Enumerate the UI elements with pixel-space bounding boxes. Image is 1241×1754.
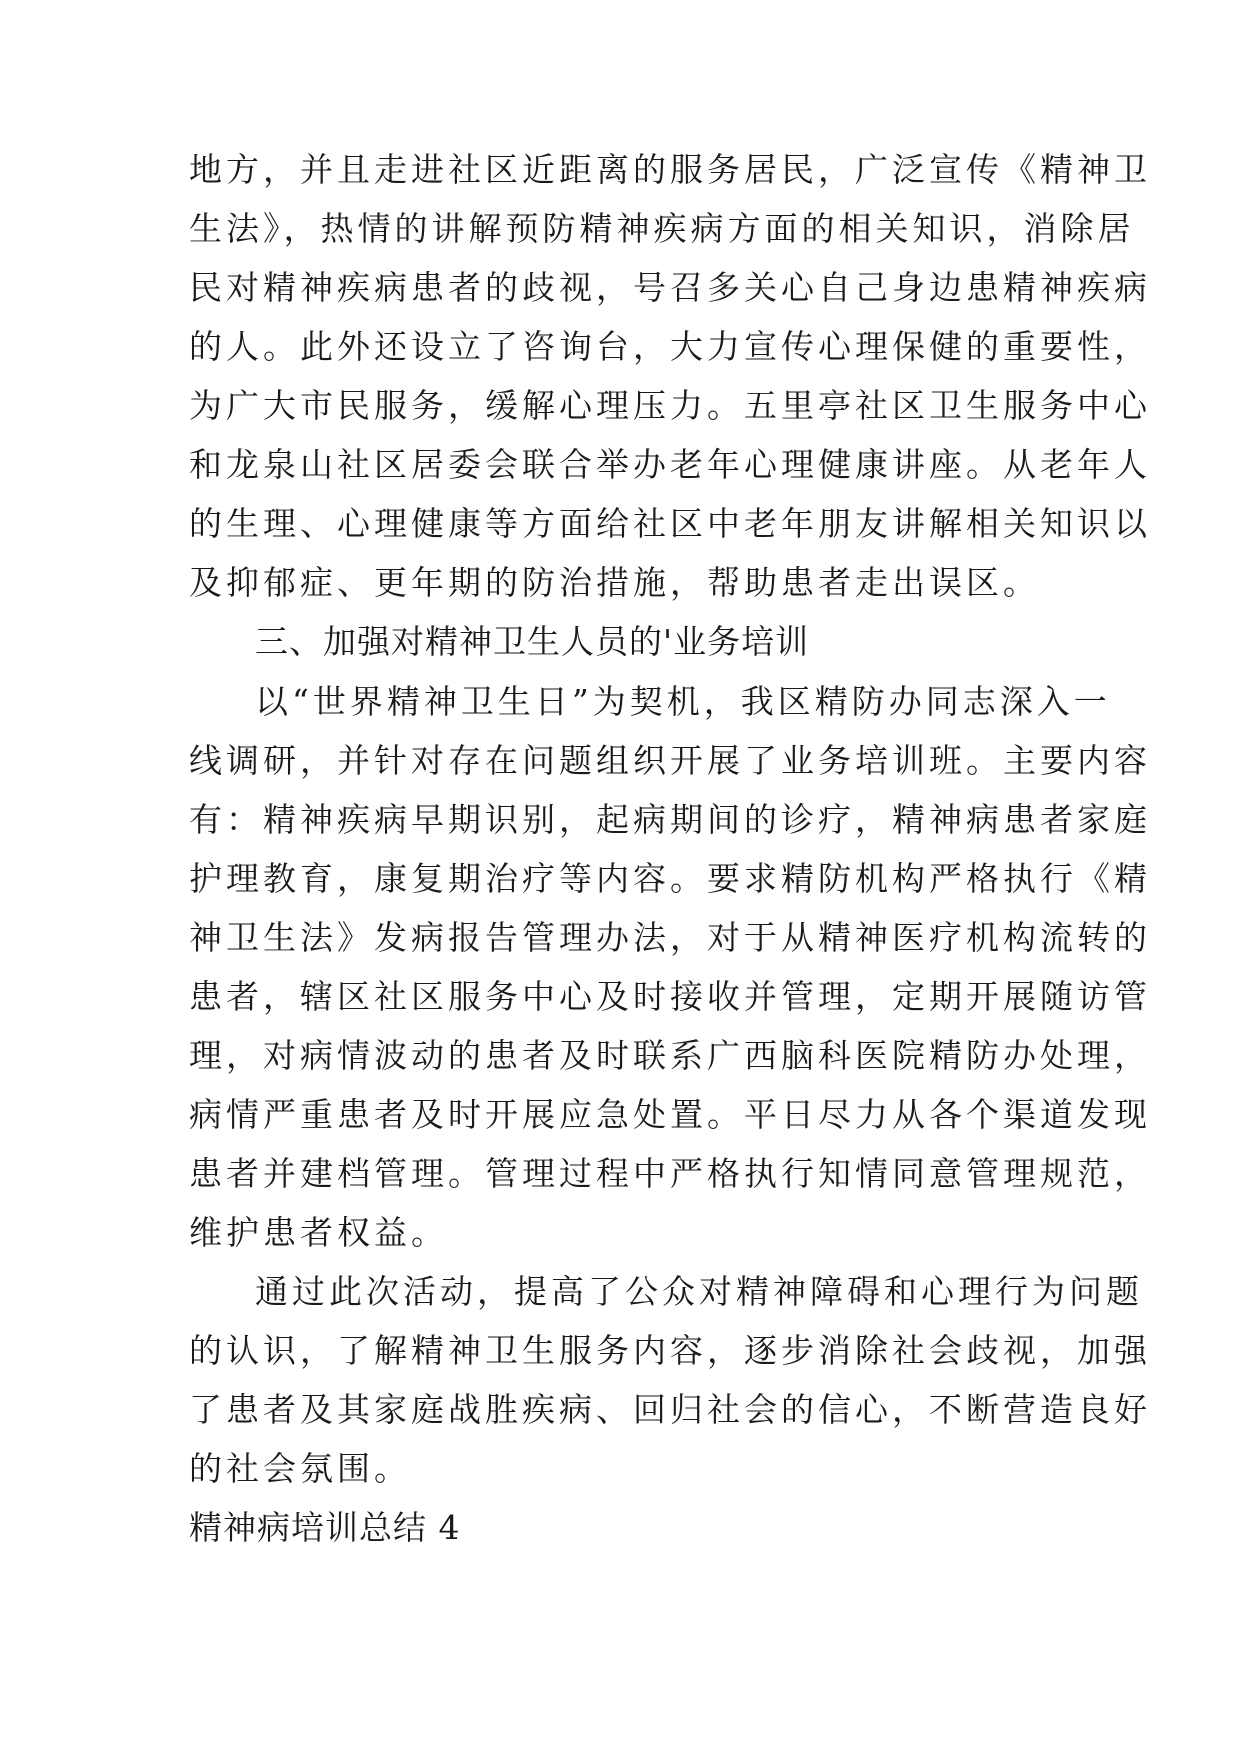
document-title: 精神病培训总结 4 bbox=[189, 1508, 461, 1547]
text-line: 和龙泉山社区居委会联合举办老年心理健康讲座。从老年人 bbox=[189, 445, 1151, 484]
paragraph-start: 以“世界精神卫生日”为契机，我区精防办同志深入一 bbox=[255, 682, 1111, 721]
text-line: 的生理、心理健康等方面给社区中老年朋友讲解相关知识以 bbox=[189, 504, 1151, 543]
text-line: 患者，辖区社区服务中心及时接收并管理，定期开展随访管 bbox=[189, 977, 1151, 1016]
text-line: 患者并建档管理。管理过程中严格执行知情同意管理规范， bbox=[189, 1154, 1151, 1193]
text-line: 为广大市民服务，缓解心理压力。五里亭社区卫生服务中心 bbox=[189, 386, 1151, 425]
text-line: 有：精神疾病早期识别，起病期间的诊疗，精神病患者家庭 bbox=[189, 800, 1151, 839]
text-line: 的社会氛围。 bbox=[189, 1449, 411, 1488]
text-line: 的人。此外还设立了咨询台，大力宣传心理保健的重要性， bbox=[189, 327, 1151, 366]
text-line: 的认识，了解精神卫生服务内容，逐步消除社会歧视，加强 bbox=[189, 1331, 1151, 1370]
text-line: 线调研，并针对存在问题组织开展了业务培训班。主要内容 bbox=[189, 741, 1151, 780]
paragraph-start: 通过此次活动，提高了公众对精神障碍和心理行为问题 bbox=[255, 1272, 1143, 1311]
text-line: 病情严重患者及时开展应急处置。平日尽力从各个渠道发现 bbox=[189, 1095, 1151, 1134]
text-line: 神卫生法》发病报告管理办法，对于从精神医疗机构流转的 bbox=[189, 918, 1151, 957]
section-heading: 三、加强对精神卫生人员的'业务培训 bbox=[255, 622, 810, 661]
text-line: 维护患者权益。 bbox=[189, 1213, 448, 1252]
text-line: 生法》，热情的讲解预防精神疾病方面的相关知识，消除居 bbox=[189, 209, 1135, 248]
text-line: 及抑郁症、更年期的防治措施，帮助患者走出误区。 bbox=[189, 563, 1040, 602]
text-line: 了患者及其家庭战胜疾病、回归社会的信心，不断营造良好 bbox=[189, 1390, 1151, 1429]
text-line: 地方，并且走进社区近距离的服务居民，广泛宣传《精神卫 bbox=[189, 150, 1151, 189]
text-line: 民对精神疾病患者的歧视，号召多关心自己身边患精神疾病 bbox=[189, 268, 1151, 307]
text-line: 护理教育，康复期治疗等内容。要求精防机构严格执行《精 bbox=[189, 859, 1151, 898]
text-line: 理，对病情波动的患者及时联系广西脑科医院精防办处理， bbox=[189, 1036, 1151, 1075]
